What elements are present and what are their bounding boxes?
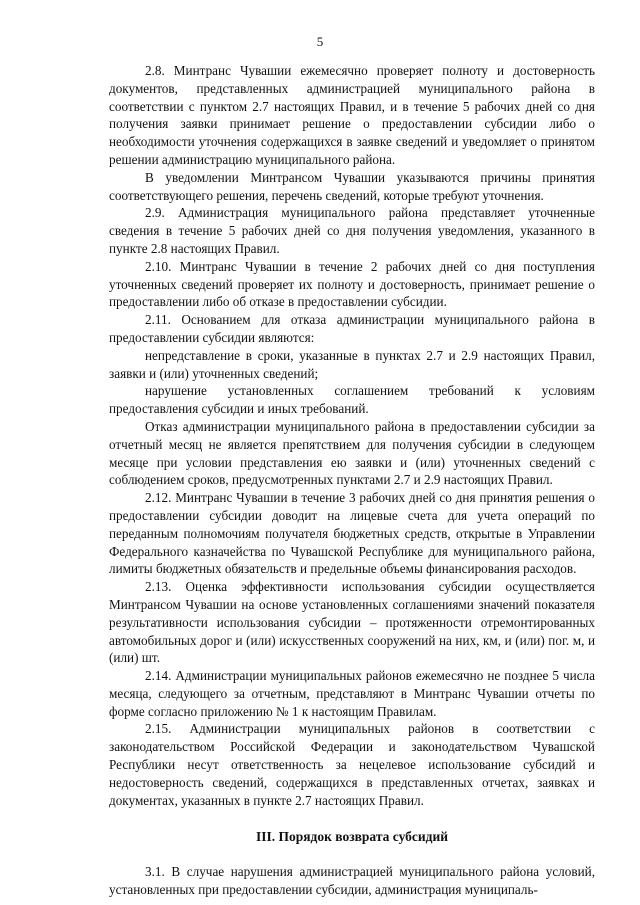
section-heading: III. Порядок возврата субсидий: [255, 829, 449, 845]
paragraph-2-10: 2.10. Минтранс Чувашии в течение 2 рабочих дней со дня поступления уточненных сведений проверяет их полноту и достоверность, принимает решение о предоставлении либо об отказе в предоставлении субсидии.: [109, 258, 595, 310]
paragraph-notification-reasons: В уведомлении Минтрансом Чувашии указываются причины принятия соответствующего решения, перечень сведений, которые требуют уточнения.: [109, 169, 595, 203]
paragraph-2-11-item-1: непредставление в сроки, указанные в пунктах 2.7 и 2.9 настоящих Правил, заявки и (или) уточненных сведений;: [109, 347, 595, 381]
paragraph-2-11-item-2: нарушение установленных соглашением требований к условиям предоставления субсидии и иных требований.: [109, 383, 595, 417]
paragraph-3-1: 3.1. В случае нарушения администрацией муниципального района условий, установленных при предоставлении субсидии, администрация муниципаль-: [109, 864, 595, 898]
paragraph-2-14: 2.14. Администрации муниципальных районов ежемесячно не позднее 5 числа месяца, следующего за отчетным, представляют в Минтранс Чувашии отчеты по форме согласно приложению № 1 к настоящим Правилам.: [109, 668, 595, 719]
paragraph-2-15: 2.15. Администрации муниципальных районов в соответствии с законодательством Российской Федерации и законодательством Чувашской Республики несут ответственность за нецелевое использование субсидий и недостоверность сведений, содержащихся в представленных отчетах, заявках и документах, указанных в пункте 2.7 настоящих Правил.: [109, 721, 595, 808]
paragraph-2-11: 2.11. Основанием для отказа администрации муниципального района в предоставлении субсидии являются:: [109, 312, 595, 345]
paragraph-refusal-note: Отказ администрации муниципального района в предоставлении субсидии за отчетный месяц не является препятствием для получения субсидии в следующем месяце при условии представления ею заявки и (или) уточненных сведений с соблюдением сроков, предусмотренных пунктами 2.7 и 2.9 настоящих Правил.: [109, 418, 595, 488]
paragraph-2-12: 2.12. Минтранс Чувашии в течение 3 рабочих дней со дня принятия решения о предоставлении субсидии доводит на лицевые счета для учета операций по переданным полномочиям получателя бюджетных средств, открытые в Управлении Федерального казначейства по Чувашской Республике для муниципального района, лимиты бюджетных обязательств и предельные объемы финансирования расходов.: [109, 490, 595, 577]
paragraph-2-9: 2.9. Администрация муниципального района представляет уточненные сведения в течение 5 рабочих дней со дня получения уведомления, указанного в пункте 2.8 настоящих Правил.: [109, 205, 595, 256]
document-body: [109, 62, 595, 899]
paragraph-2-8: 2.8. Минтранс Чувашии ежемесячно проверяет полноту и достоверность документов, представленных администрацией муниципального района в соответствии с пунктом 2.7 настоящих Правил, и в течение 5 рабочих дней со дня получения заявки принимает решение о предоставлении субсидии либо о необходимости уточнения содержащихся в заявке сведений и уведомляет о принятом решении администрацию муниципального района.: [109, 63, 595, 167]
page-number: 5: [316, 34, 324, 49]
paragraph-2-13: 2.13. Оценка эффективности использования субсидии осуществляется Минтрансом Чувашии на основе установленных соглашениями значений показателя результативности использования субсидии – протяженности отремонтированных автомобильных дорог и (или) искусственных сооружений на них, км, и (или) пог. м, и (или) шт.: [109, 579, 595, 666]
